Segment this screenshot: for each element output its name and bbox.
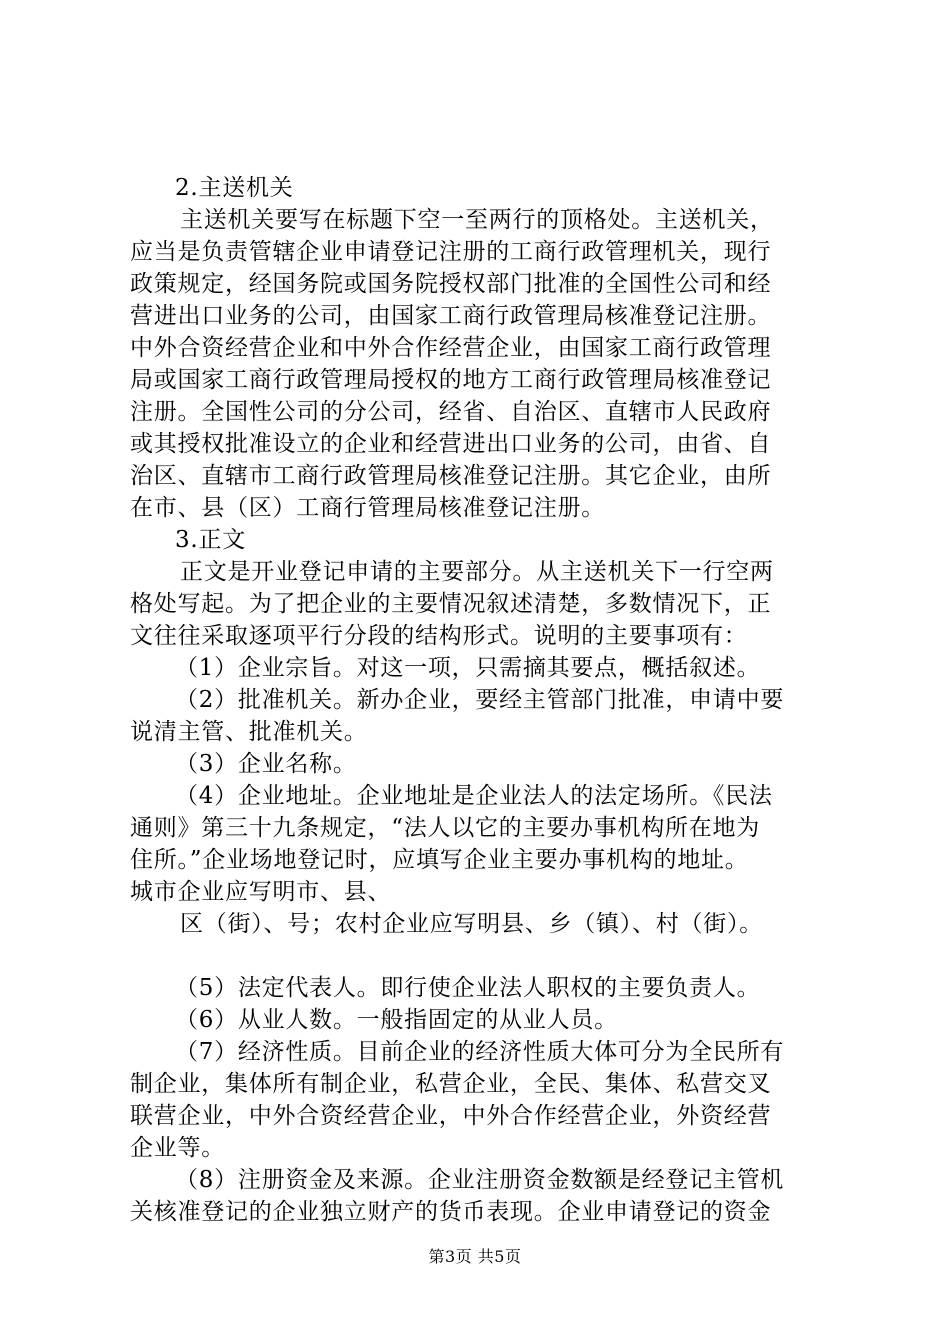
text-line: 中外合资经营企业和中外合作经营企业，由国家工商行政管理 [130, 335, 772, 361]
page-number-footer: 第3页 共5页 [428, 1247, 522, 1266]
text-line: 关核准登记的企业独立财产的货币表现。企业申请登记的资金 [130, 1199, 772, 1225]
section-heading-recipient: 2.主送机关 [175, 175, 294, 201]
text-line: 正文是开业登记申请的主要部分。从主送机关下一行空两 [180, 559, 774, 585]
text-line: 通则》第三十九条规定，“法人以它的主要办事机构所在地为 [130, 815, 761, 841]
text-line: 联营企业，中外合资经营企业，中外合作经营企业，外资经营 [130, 1103, 772, 1129]
text-line: 主送机关要写在标题下空一至两行的顶格处。主送机关， [180, 207, 774, 233]
text-line: 应当是负责管辖企业申请登记注册的工商行政管理机关，现行 [130, 239, 772, 265]
text-line: 格处写起。为了把企业的主要情况叙述清楚，多数情况下，正 [130, 591, 772, 617]
text-line: 城市企业应写明市、县、 [130, 879, 392, 905]
text-line: 区（街）、号；农村企业应写明县、乡（镇）、村（街）。 [180, 911, 763, 937]
list-item-line: （1）企业宗旨。对这一项，只需摘其要点，概括叙述。 [175, 655, 761, 681]
text-line: 注册。全国性公司的分公司，经省、自治区、直辖市人民政府 [130, 399, 772, 425]
text-line: 文往往采取逐项平行分段的结构形式。说明的主要事项有： [130, 623, 748, 649]
text-line: 或其授权批准设立的企业和经营进出口业务的公司，由省、自 [130, 431, 772, 457]
text-line: 治区、直辖市工商行政管理局核准登记注册。其它企业，由所 [130, 463, 772, 489]
text-line: 制企业，集体所有制企业，私营企业，全民、集体、私营交叉 [130, 1071, 772, 1097]
list-item-line: （4）企业地址。企业地址是企业法人的法定场所。《民法 [175, 783, 773, 809]
list-item-line: （8）注册资金及来源。企业注册资金数额是经登记主管机 [175, 1167, 785, 1193]
text-line: 政策规定，经国务院或国务院授权部门批准的全国性公司和经 [130, 271, 772, 297]
text-line: 住所。”企业场地登记时，应填写企业主要办事机构的地址。 [130, 847, 749, 873]
text-line: 在市、县（区）工商行管理局核准登记注册。 [130, 495, 605, 521]
text-line: 局或国家工商行政管理局授权的地方工商行政管理局核准登记 [130, 367, 772, 393]
text-line: 说清主管、批准机关。 [130, 719, 368, 745]
section-heading-body: 3.正文 [175, 527, 246, 553]
list-item-line: （2）批准机关。新办企业，要经主管部门批准，申请中要 [175, 687, 785, 713]
list-item-line: （6）从业人数。一般指固定的从业人员。 [175, 1007, 618, 1033]
list-item-line: （5）法定代表人。即行使企业法人职权的主要负责人。 [175, 975, 761, 1001]
text-line: 企业等。 [130, 1135, 225, 1161]
list-item-line: （3）企业名称。 [175, 751, 357, 777]
text-line: 营进出口业务的公司，由国家工商行政管理局核准登记注册。 [130, 303, 772, 329]
list-item-line: （7）经济性质。目前企业的经济性质大体可分为全民所有 [175, 1039, 785, 1065]
